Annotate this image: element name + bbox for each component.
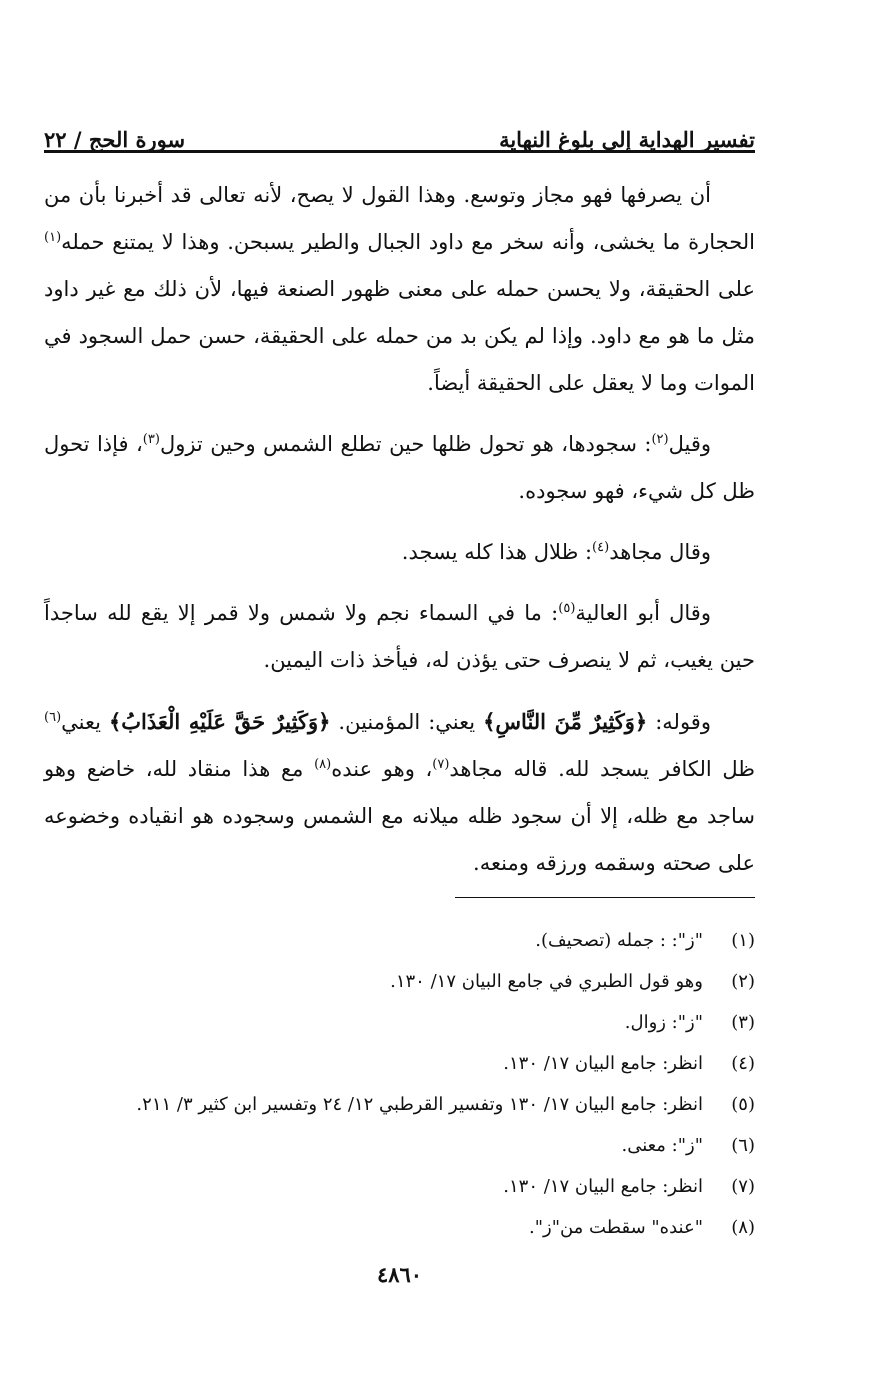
- footnote-number: (٨): [731, 1217, 755, 1238]
- page-number: ٤٨٦٠: [376, 1262, 423, 1287]
- footnote-text: انظر: جامع البيان ١٧/ ١٣٠.: [503, 1053, 703, 1074]
- paragraph-text: وقال مجاهد: [609, 540, 711, 564]
- paragraph-text: أن يصرفها فهو مجاز وتوسع. وهذا القول لا يصح، لأنه تعالى قد أخبرنا بأن من الحجارة ما يخشى، وأنه سخر مع داود الجبال والطير يسبحن. وهذا لا يمتنع حمله: [44, 183, 755, 254]
- body-paragraph: [44, 698, 755, 887]
- paragraph-text: وقال أبو العالية: [575, 601, 711, 625]
- book-title: تفسير الهداية إلى بلوغ النهاية: [499, 127, 755, 152]
- footnote-marker: (٥): [558, 601, 576, 616]
- footnotes-list: [44, 920, 755, 1248]
- book-page: [44, 0, 755, 1376]
- header-rule: [44, 150, 755, 153]
- paragraph-text: ، وهو عنده: [331, 757, 433, 781]
- body-paragraph: [44, 590, 755, 684]
- footnote-marker: (٧): [432, 757, 450, 772]
- footnote-text: "ز": : جمله (تصحيف).: [535, 930, 703, 951]
- paragraph-text: : سجودها، هو تحول ظلها حين تطلع الشمس وحين تزول: [159, 432, 652, 456]
- footnote-item: [44, 1166, 755, 1207]
- footnote-item: [44, 1084, 755, 1125]
- footnote-marker: (٦): [44, 710, 62, 725]
- footnote-marker: (٨): [314, 757, 332, 772]
- footnote-text: "ز": زوال.: [624, 1012, 703, 1033]
- paragraph-text: ظل الكافر يسجد لله. قاله مجاهد: [449, 757, 755, 781]
- footnote-number: (٤): [731, 1053, 755, 1074]
- running-header: [44, 108, 755, 152]
- paragraph-text: : ظلال هذا كله يسجد.: [401, 540, 593, 564]
- surah-verse-label: سورة الحج / ٢٢: [44, 127, 186, 152]
- footnote-item: [44, 920, 755, 961]
- body-text: [44, 172, 755, 901]
- quran-quote: ﴿وَكَثِيرٌ حَقَّ عَلَيْهِ الْعَذَابُ﴾: [108, 709, 331, 734]
- body-paragraph: [44, 529, 755, 576]
- footnote-marker: (١): [44, 230, 62, 245]
- footnote-item: [44, 1002, 755, 1043]
- paragraph-text: : ما في السماء نجم ولا شمس ولا قمر إلا يقع لله ساجداً حين يغيب، ثم لا ينصرف حتى يؤذن له، فيأخذ ذات اليمين.: [44, 601, 755, 672]
- footnote-text: وهو قول الطبري في جامع البيان ١٧/ ١٣٠.: [390, 971, 703, 992]
- footnote-text: "عنده" سقطت من"ز".: [529, 1217, 703, 1238]
- footnote-marker: (٤): [592, 540, 610, 555]
- footnote-number: (٣): [731, 1012, 755, 1033]
- footnote-marker: (٢): [651, 432, 669, 447]
- footnote-text: انظر: جامع البيان ١٧/ ١٣٠ وتفسير القرطبي ١٢/ ٢٤ وتفسير ابن كثير ٣/ ٢١١.: [136, 1094, 703, 1115]
- paragraph-text: على الحقيقة، ولا يحسن حمله على معنى ظهور الصنعة فيها، لأن ذلك مع غير داود مثل ما هو مع داود. وإذا لم يكن بد من حمله على الحقيقة، حسن حمل السجود في الموات وما لا يعقل على الحقيقة أيضاً.: [44, 277, 755, 395]
- paragraph-text: وقيل: [668, 432, 711, 456]
- footnote-rule: [455, 897, 755, 898]
- footnote-marker: (٣): [142, 432, 160, 447]
- quran-quote: ﴿وَكَثِيرٌ مِّنَ النَّاسِ﴾: [483, 709, 648, 734]
- footnote-number: (١): [731, 930, 755, 951]
- footnote-item: [44, 1043, 755, 1084]
- footnote-item: [44, 961, 755, 1002]
- footnote-number: (٢): [731, 971, 755, 992]
- footnote-number: (٦): [731, 1135, 755, 1156]
- footnote-item: [44, 1125, 755, 1166]
- footnote-number: (٧): [731, 1176, 755, 1197]
- paragraph-text: وقوله:: [647, 710, 711, 734]
- paragraph-text: مع هذا منقاد لله، خاضع وهو ساجد مع ظله، إلا أن سجود ظله ميلانه مع الشمس وسجوده هو انقياده وخضوعه على صحته وسقمه ورزقه ومنعه.: [44, 757, 755, 875]
- footnote-number: (٥): [731, 1094, 755, 1115]
- paragraph-text: يعني: [61, 710, 109, 734]
- body-paragraph: [44, 172, 755, 407]
- paragraph-text: يعني: المؤمنين.: [330, 710, 484, 734]
- footnote-text: انظر: جامع البيان ١٧/ ١٣٠.: [503, 1176, 703, 1197]
- body-paragraph: [44, 421, 755, 515]
- footnote-text: "ز": معنى.: [621, 1135, 703, 1156]
- footnote-item: [44, 1207, 755, 1248]
- paragraph-text: ، فإذا تحول ظل كل شيء، فهو سجوده.: [44, 432, 755, 503]
